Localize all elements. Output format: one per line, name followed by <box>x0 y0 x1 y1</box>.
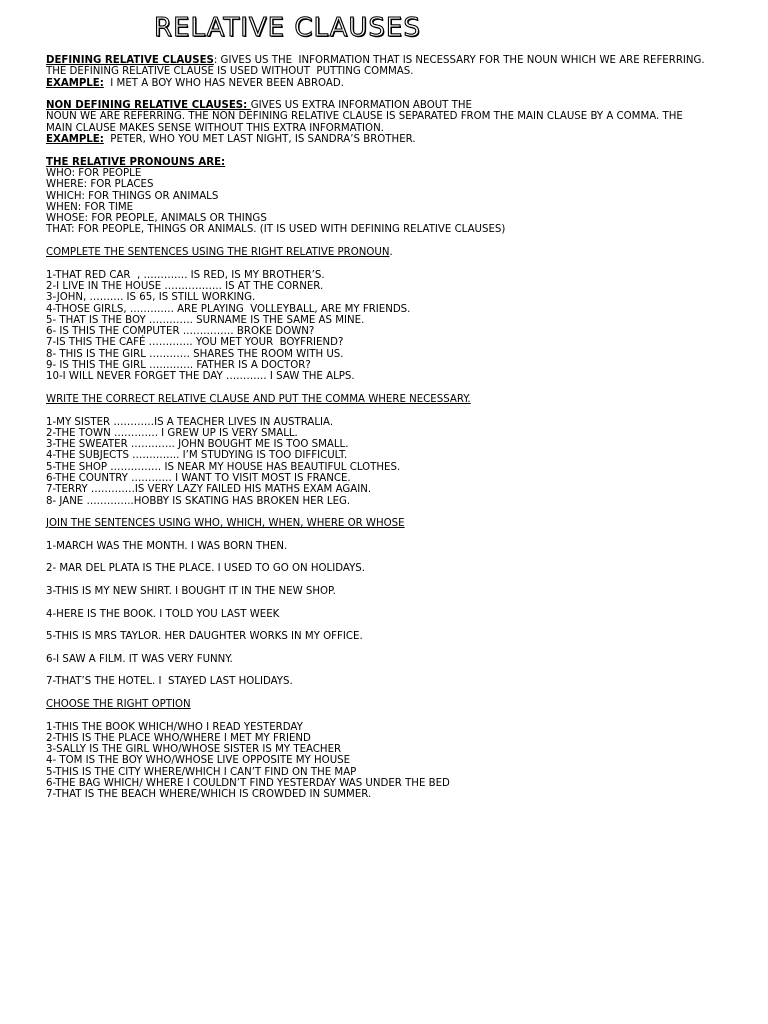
list-item: WHERE: FOR PLACES <box>46 179 154 191</box>
exercise-2-heading: WRITE THE CORRECT RELATIVE CLAUSE AND PUT THE COMMA WHERE NECESSARY. <box>46 393 471 405</box>
exercise-item: 5-THE SHOP …………… IS NEAR MY HOUSE HAS BEAUTIFUL CLOTHES. <box>46 461 401 473</box>
exercise-item: 7-THAT IS THE BEACH WHERE/WHICH IS CROWDED IN SUMMER. <box>46 789 372 801</box>
non-defining-example-label: EXAMPLE: <box>46 134 104 146</box>
document-body <box>46 55 736 801</box>
non-defining-heading: NON DEFINING RELATIVE CLAUSES: <box>46 100 251 112</box>
exercise-item: 2-THE TOWN …………. I GREW UP IS VERY SMALL. <box>46 427 298 439</box>
exercise-item: 7-IS THIS THE CAFÉ …………. YOU MET YOUR BOYFRIEND? <box>46 337 344 349</box>
defining-paragraph-line-1 <box>46 55 736 66</box>
exercise-item: 3-JOHN, ………. IS 65, IS STILL WORKING. <box>46 292 256 304</box>
exercise-item: 1-THAT RED CAR , …………. IS RED, IS MY BROTHER’S. <box>46 269 325 281</box>
exercise-item: 3-SALLY IS THE GIRL WHO/WHOSE SISTER IS MY TEACHER <box>46 744 342 756</box>
exercise-item: 5-THIS IS MRS TAYLOR. HER DAUGHTER WORKS IN MY OFFICE. <box>46 631 363 643</box>
exercise-item: 2-I LIVE IN THE HOUSE …………….. IS AT THE CORNER. <box>46 280 324 292</box>
exercise-item: 10-I WILL NEVER FORGET THE DAY ………… I SAW THE ALPS. <box>46 371 355 383</box>
defining-heading: DEFINING RELATIVE CLAUSES <box>46 55 214 66</box>
list-item: WHEN: FOR TIME <box>46 201 134 213</box>
pronouns-heading: THE RELATIVE PRONOUNS ARE: <box>46 156 226 168</box>
non-defining-text-1: GIVES US EXTRA INFORMATION ABOUT THE <box>250 100 472 112</box>
exercise-item: 2- MAR DEL PLATA IS THE PLACE. I USED TO GO ON HOLIDAYS. <box>46 563 365 575</box>
list-item: WHOSE: FOR PEOPLE, ANIMALS OR THINGS <box>46 213 267 225</box>
exercise-item: 2-THIS IS THE PLACE WHO/WHERE I MET MY FRIEND <box>46 732 311 744</box>
non-defining-text-3: MAIN CLAUSE MAKES SENSE WITHOUT THIS EXTRA INFORMATION. <box>46 122 384 134</box>
exercise-item: 4-THOSE GIRLS, …………. ARE PLAYING VOLLEYBALL, ARE MY FRIENDS. <box>46 303 411 315</box>
exercise-item: 1-MY SISTER …………IS A TEACHER LIVES IN AUSTRALIA. <box>46 416 334 428</box>
list-item: WHICH: FOR THINGS OR ANIMALS <box>46 190 219 202</box>
exercise-item: 7-THAT’S THE HOTEL. I STAYED LAST HOLIDAYS. <box>46 676 293 688</box>
non-defining-example-text: PETER, WHO YOU MET LAST NIGHT, IS SANDRA’S BROTHER. <box>103 134 416 146</box>
defining-example <box>46 78 736 89</box>
exercise-item: 4-HERE IS THE BOOK. I TOLD YOU LAST WEEK <box>46 608 280 620</box>
non-defining-paragraph-line-1 <box>46 100 736 111</box>
exercise-item: 1-THIS THE BOOK WHICH/WHO I READ YESTERDAY <box>46 721 303 733</box>
list-item: THAT: FOR PEOPLE, THINGS OR ANIMALS. (IT IS USED WITH DEFINING RELATIVE CLAUSES) <box>46 224 506 236</box>
exercise-item: 6-I SAW A FILM. IT WAS VERY FUNNY. <box>46 653 233 665</box>
defining-text-2: THE DEFINING RELATIVE CLAUSE IS USED WITHOUT PUTTING COMMAS. <box>46 66 414 78</box>
defining-text-1: : GIVES US THE INFORMATION THAT IS NECESSARY FOR THE NOUN WHICH WE ARE REFERRING. <box>213 55 705 66</box>
exercise-1-heading-suffix: . <box>389 247 393 259</box>
exercise-item: 9- IS THIS THE GIRL …………. FATHER IS A DOCTOR? <box>46 360 311 372</box>
defining-example-label: EXAMPLE: <box>46 77 104 89</box>
exercise-item: 4- TOM IS THE BOY WHO/WHOSE LIVE OPPOSITE MY HOUSE <box>46 755 351 767</box>
exercise-4-heading: CHOOSE THE RIGHT OPTION <box>46 698 191 710</box>
exercise-item: 8- THIS IS THE GIRL ………… SHARES THE ROOM WITH US. <box>46 348 344 360</box>
list-item: WHO: FOR PEOPLE <box>46 167 142 179</box>
exercise-item: 7-TERRY ………….IS VERY LAZY FAILED HIS MATHS EXAM AGAIN. <box>46 484 372 496</box>
defining-example-text: I MET A BOY WHO HAS NEVER BEEN ABROAD. <box>103 77 344 89</box>
exercise-1-heading <box>46 247 736 258</box>
page-title: RELATIVE CLAUSES <box>154 13 421 43</box>
exercise-item: 5- THAT IS THE BOY …………. SURNAME IS THE SAME AS MINE. <box>46 314 365 326</box>
exercise-item: 5-THIS IS THE CITY WHERE/WHICH I CAN’T FIND ON THE MAP <box>46 766 357 778</box>
non-defining-text-2: NOUN WE ARE REFERRING. THE NON DEFINING RELATIVE CLAUSE IS SEPARATED FROM THE MAIN CLAUSE BY A COMMA. THE <box>46 111 683 123</box>
exercise-item: 6-THE COUNTRY ………… I WANT TO VISIT MOST IS FRANCE. <box>46 472 351 484</box>
exercise-item: 4-THE SUBJECTS ………….. I’M STUDYING IS TOO DIFFICULT. <box>46 450 348 462</box>
exercise-item: 3-THE SWEATER …………. JOHN BOUGHT ME IS TOO SMALL. <box>46 439 349 451</box>
exercise-item: 6-THE BAG WHICH/ WHERE I COULDN’T FIND YESTERDAY WAS UNDER THE BED <box>46 778 450 789</box>
exercise-1-heading-text: COMPLETE THE SENTENCES USING THE RIGHT RELATIVE PRONOUN <box>46 247 390 259</box>
exercise-item: 1-MARCH WAS THE MONTH. I WAS BORN THEN. <box>46 540 288 552</box>
exercise-3-heading: JOIN THE SENTENCES USING WHO, WHICH, WHEN, WHERE OR WHOSE <box>46 518 405 530</box>
non-defining-example <box>46 134 736 145</box>
exercise-item: 8- JANE …………..HOBBY IS SKATING HAS BROKEN HER LEG. <box>46 495 351 507</box>
exercise-item: 3-THIS IS MY NEW SHIRT. I BOUGHT IT IN THE NEW SHOP. <box>46 585 336 597</box>
exercise-item: 6- IS THIS THE COMPUTER …………… BROKE DOWN? <box>46 326 315 338</box>
